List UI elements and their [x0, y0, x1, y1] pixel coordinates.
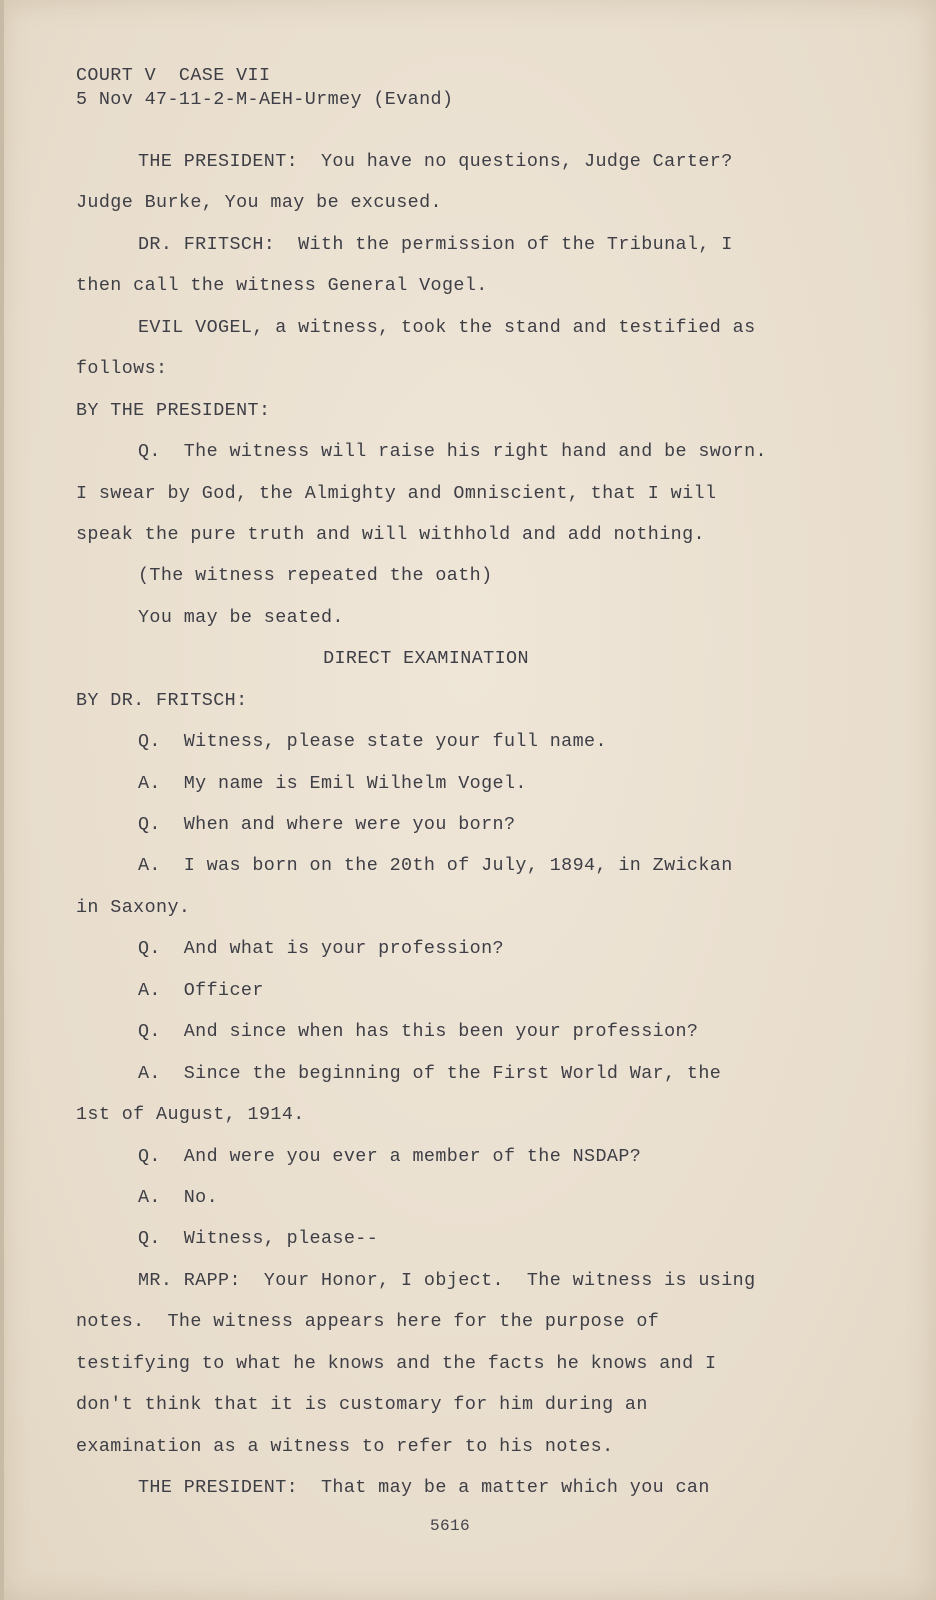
transcript-line: Q. And since when has this been your profession?: [138, 1021, 699, 1043]
transcript-line: (The witness repeated the oath): [138, 565, 493, 587]
date-reference-line: 5 Nov 47-11-2-M-AEH-Urmey (Evand): [76, 89, 454, 110]
transcript-line: BY DR. FRITSCH:: [76, 689, 248, 711]
transcript-line: Q. The witness will raise his right hand and be sworn.: [138, 441, 767, 463]
transcript-line: then call the witness General Vogel.: [76, 275, 488, 297]
transcript-line: speak the pure truth and will withhold and add nothing.: [76, 523, 705, 545]
transcript-line: Q. Witness, please state your full name.: [138, 731, 607, 753]
transcript-line: MR. RAPP: Your Honor, I object. The witness is using: [138, 1269, 756, 1291]
transcript-line: Q. And were you ever a member of the NSDAP?: [138, 1145, 642, 1167]
court-case-line: COURT V CASE VII: [76, 65, 271, 86]
transcript-line: THE PRESIDENT: That may be a matter which you can: [138, 1477, 710, 1498]
transcript-line: THE PRESIDENT: You have no questions, Judge Carter?: [138, 151, 733, 172]
transcript-line: A. Officer: [138, 979, 264, 1001]
transcript-line: in Saxony.: [76, 896, 191, 918]
page-edge-shadow: [0, 0, 4, 1600]
transcript-line: Q. When and where were you born?: [138, 814, 516, 835]
transcript-line: Q. Witness, please--: [138, 1228, 379, 1250]
transcript-body: [76, 141, 876, 1508]
transcript-line: Judge Burke, You may be excused.: [76, 192, 442, 214]
transcript-line: EVIL VOGEL, a witness, took the stand and testified as: [138, 316, 756, 338]
transcript-line: A. My name is Emil Wilhelm Vogel.: [138, 772, 527, 794]
transcript-line: A. Since the beginning of the First World War, the: [138, 1062, 722, 1084]
transcript-line: notes. The witness appears here for the purpose of: [76, 1311, 660, 1333]
transcript-line: Q. And what is your profession?: [138, 938, 504, 960]
transcript-line: You may be seated.: [138, 606, 344, 628]
transcript-line: follows:: [76, 358, 168, 380]
transcript-line: BY THE PRESIDENT:: [76, 399, 271, 421]
page-number: 5616: [429, 1517, 470, 1535]
transcript-line: A. No.: [138, 1186, 219, 1208]
case-header: [76, 64, 453, 112]
transcript-line: DR. FRITSCH: With the permission of the Tribunal, I: [138, 233, 733, 255]
transcript-line: I swear by God, the Almighty and Omniscient, that I will: [76, 482, 717, 504]
transcript-line: A. I was born on the 20th of July, 1894, in Zwickan: [138, 855, 733, 877]
transcript-line: testifying to what he knows and the facts he knows and I: [76, 1352, 717, 1374]
transcript-line: examination as a witness to refer to his notes.: [76, 1435, 614, 1457]
transcript-line: don't think that it is customary for him during an: [76, 1394, 648, 1416]
section-heading: DIRECT EXAMINATION: [323, 648, 529, 670]
transcript-line: 1st of August, 1914.: [76, 1104, 305, 1126]
